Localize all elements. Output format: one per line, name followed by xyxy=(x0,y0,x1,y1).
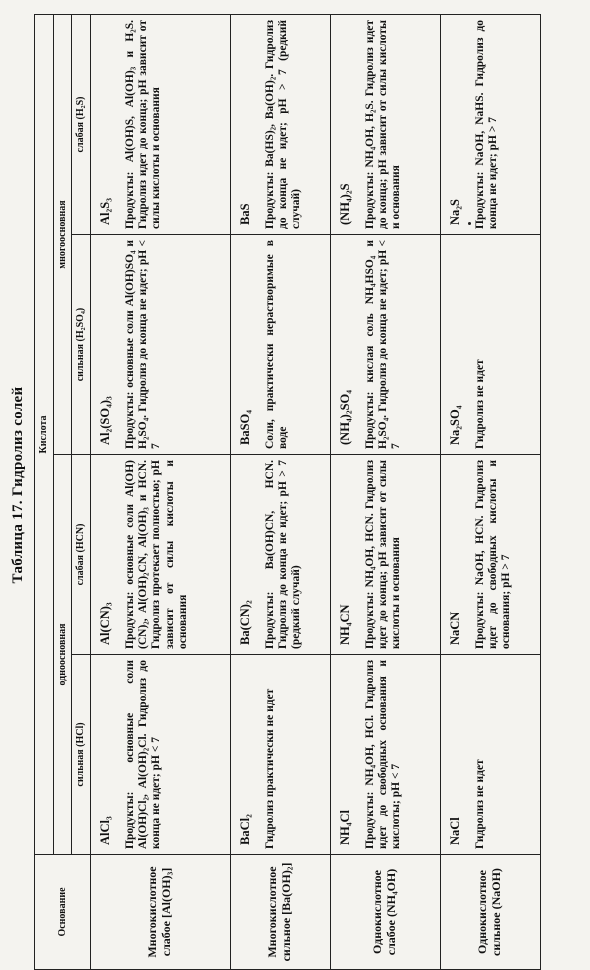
salt-cell xyxy=(90,235,230,455)
header-monobasic: одноосновная xyxy=(53,455,72,855)
salt-cell xyxy=(440,655,540,855)
header-base: Основание xyxy=(35,855,91,970)
header-row-2 xyxy=(53,14,72,969)
salt-cell xyxy=(330,235,440,455)
header-weak-h2s: слабая (H₂S) xyxy=(72,14,91,234)
header-weak-hcn: слабая (HCN) xyxy=(72,455,91,655)
salt-formula: NH₄CN xyxy=(337,604,352,645)
header-row-1 xyxy=(35,14,54,969)
salt-formula: Na₂S xyxy=(447,199,462,225)
hydrolysis-desc: Продукты: основные соли Al(OH)SO₄ и H₂SO₄. Гидролиз до конца не идет; pH < 7 xyxy=(123,240,163,449)
salt-cell xyxy=(230,235,330,455)
header-row-3 xyxy=(72,14,91,969)
hydrolysis-desc: Продукты: NH₄OH, HCN. Гидролиз идет до конца; pH зависит от силы кислоты и основания xyxy=(363,460,403,649)
salt-cell xyxy=(230,455,330,655)
salt-formula: Na₂SO₄ xyxy=(447,405,462,445)
table-title: Таблица 17. Гидролиз солей xyxy=(10,386,26,584)
hydrolysis-desc: Гидролиз практически не идет xyxy=(263,688,276,849)
hydrolysis-desc: Продукты: NaOH, NaHS. Гидролиз до конца не идет; pH > 7 xyxy=(473,19,500,229)
salt-cell xyxy=(330,455,440,655)
hydrolysis-desc: Продукты: NH₄OH, HCl. Гидролиз идет до свободных основания и кислоты; pH < 7 xyxy=(363,660,403,849)
header-acid: Кислота xyxy=(35,14,54,854)
salt-cell xyxy=(230,655,330,855)
hydrolysis-desc: Гидролиз не идет xyxy=(473,759,486,849)
salt-formula: NH₄Cl xyxy=(337,810,352,845)
hydrolysis-desc: Продукты: Ba(OH)CN, HCN. Гидролиз до конца не идет; pH > 7 (редкий случай) xyxy=(263,460,303,649)
table-row xyxy=(330,14,440,969)
salt-cell xyxy=(440,14,540,234)
hydrolysis-desc: Продукты: Ba(HS)₂, Ba(OH)₂. Гидролиз до конца не идет; pH > 7 (редкий случай) xyxy=(263,19,303,229)
salt-cell xyxy=(440,235,540,455)
salt-formula: (NH₄)₂S xyxy=(337,183,352,225)
salt-cell xyxy=(90,455,230,655)
salt-cell xyxy=(330,14,440,234)
hydrolysis-desc: Продукты: Al(OH)S, Al(OH)₃ и H₂S. Гидролиз идет до конца; pH зависит от силы кислоты и основания xyxy=(123,19,163,229)
salt-formula: Ba(CN)₂ xyxy=(237,600,252,645)
base-cell: Многокислотное сильное [Ba(OH)₂] xyxy=(230,855,330,970)
salt-formula: NaCl xyxy=(447,817,462,845)
salt-formula: AlCl₃ xyxy=(97,816,112,845)
salt-formula: Al(CN)₃ xyxy=(97,602,112,645)
header-strong-hcl: сильная (HCl) xyxy=(72,655,91,855)
base-cell: Однокислотное слабое (NH₄OH) xyxy=(330,855,440,970)
salt-cell xyxy=(230,14,330,234)
base-cell: Многокислотное слабое [Al(OH)₃] xyxy=(90,855,230,970)
header-polybasic: многоосновная xyxy=(53,14,72,454)
salt-cell xyxy=(90,14,230,234)
salt-formula: Al₂(SO₄)₃ xyxy=(97,396,112,445)
salt-cell xyxy=(330,655,440,855)
hydrolysis-table xyxy=(34,14,541,970)
salt-formula: BaS xyxy=(237,203,252,225)
header-strong-h2so4: сильная (H₂SO₄) xyxy=(72,235,91,455)
hydrolysis-desc: Продукты: основные соли Al(OH)(CN)₂, Al(OH)₂CN, Al(OH)₃ и HCN. Гидролиз протекает полностью; pH зависит от силы кислоты и основания xyxy=(123,460,189,649)
hydrolysis-desc: Продукты: NH₄OH, H₂S. Гидролиз идет до конца; pH зависит от силы кислоты и основания xyxy=(363,19,403,229)
hydrolysis-desc: Продукты: основные соли Al(OH)Cl₂, Al(OH)₂Cl. Гидролиз до конца не идет; pH < 7 xyxy=(123,660,163,849)
base-cell: Однокислотное сильное (NaOH) xyxy=(440,855,540,970)
table-row xyxy=(90,14,230,969)
salt-cell xyxy=(440,455,540,655)
salt-formula: (NH₄)₂SO₄ xyxy=(337,390,352,445)
salt-formula: BaCl₂ xyxy=(237,814,252,845)
hydrolysis-desc: Гидролиз не идет xyxy=(473,359,486,449)
hydrolysis-desc: Продукты: NaOH, HCN. Гидролиз идет до свободных кислоты и основания; pH > 7 xyxy=(473,460,513,649)
salt-cell xyxy=(90,655,230,855)
salt-formula: NaCN xyxy=(447,611,462,645)
table-row xyxy=(230,14,330,969)
hydrolysis-desc: Продукты: кислая соль NH₄HSO₄ и H₂SO₄. Гидролиз до конца не идет; pH < 7 xyxy=(363,240,403,449)
salt-formula: Al₂S₃ xyxy=(97,198,112,225)
table-row xyxy=(440,14,540,969)
salt-formula: BaSO₄ xyxy=(237,409,252,445)
hydrolysis-desc: Соли, практически нерастворимые в воде xyxy=(263,240,290,449)
